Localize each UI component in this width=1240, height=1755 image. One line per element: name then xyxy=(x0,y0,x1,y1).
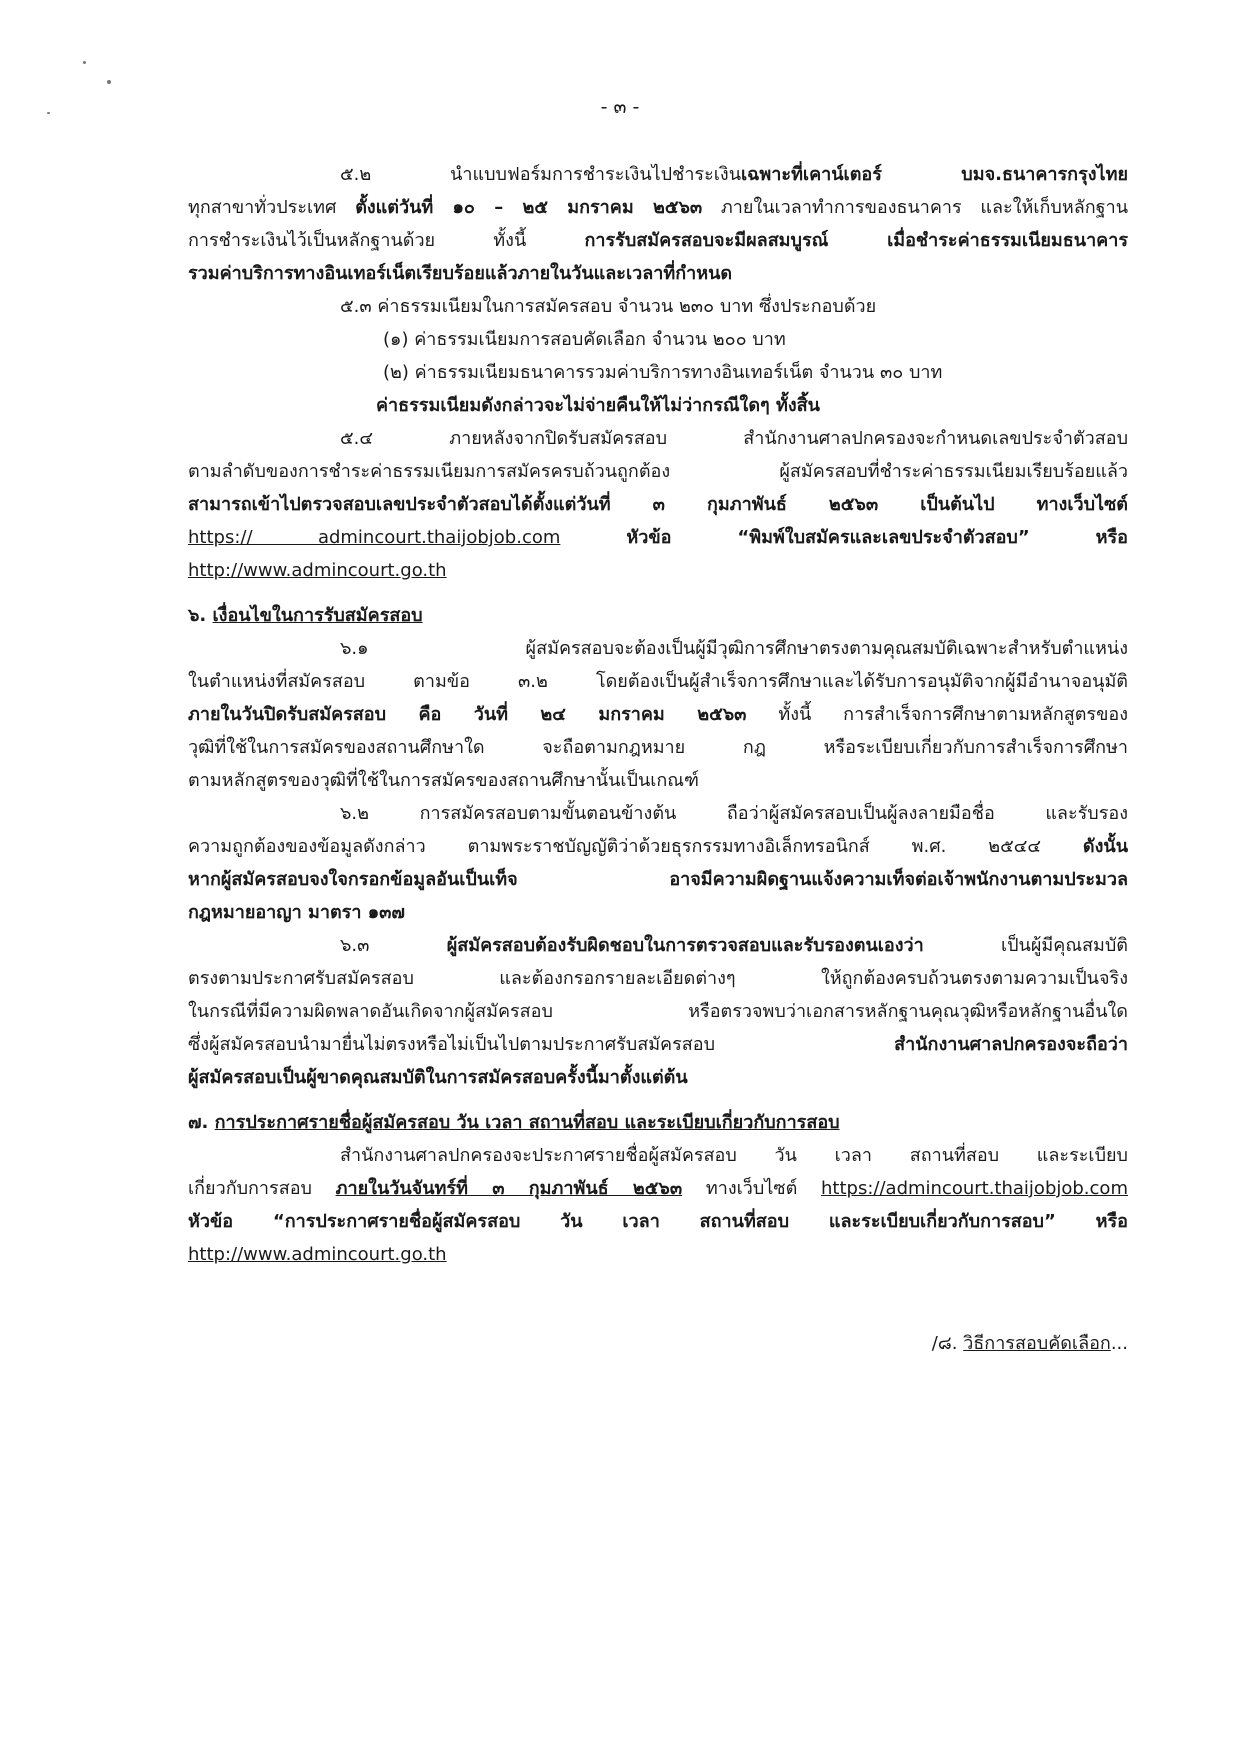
text: ทั้งนี้ การสำเร็จการศึกษาตามหลักสูตรของ xyxy=(746,704,1128,725)
text: เป็นผู้มีคุณสมบัติ xyxy=(923,935,1128,956)
s62-line-3: หากผู้สมัครสอบจงใจกรอกข้อมูลอันเป็นเท็จ อาจมีความผิดฐานแจ้งความเท็จต่อเจ้าพนักงานตามประมวล xyxy=(188,869,1128,890)
s63-line-4 xyxy=(188,1028,1128,1061)
s52-line-4: รวมค่าบริการทางอินเทอร์เน็ตเรียบร้อยแล้วภายในวันและเวลาที่กำหนด xyxy=(188,263,733,284)
text: ซึ่งผู้สมัครสอบนำมายื่นไม่ตรงหรือไม่เป็นไปตามประกาศรับสมัครสอบ xyxy=(188,1034,895,1055)
bold-text: การรับสมัครสอบจะมีผลสมบูรณ์ เมื่อชำระค่าธรรมเนียมธนาคาร xyxy=(584,230,1128,251)
text: เกี่ยวกับการสอบ xyxy=(188,1178,336,1199)
section-number: ๖. xyxy=(188,605,213,626)
s61-line-4: วุฒิที่ใช้ในการสมัครของสถานศึกษาใด จะถือตามกฎหมาย กฎ หรือระเบียบเกี่ยวกับการสำเร็จการศึกษา xyxy=(188,737,1128,758)
spacer xyxy=(188,587,1128,599)
s62-line-1: ๖.๒ การสมัครสอบตามขั้นตอนข้างต้น ถือว่าผู้สมัครสอบเป็นผู้ลงลายมือชื่อ และรับรอง xyxy=(340,803,1128,824)
s53-line-3: (๒) ค่าธรรมเนียมธนาคารรวมค่าบริการทางอินเทอร์เน็ต จำนวน ๓๐ บาท xyxy=(383,362,943,383)
text: ทุกสาขาทั่วประเทศ xyxy=(188,197,356,218)
s61-line-1: ๖.๑ ผู้สมัครสอบจะต้องเป็นผู้มีวุฒิการศึกษาตรงตามคุณสมบัติเฉพาะสำหรับตำแหน่ง xyxy=(340,638,1128,659)
section-7-heading xyxy=(188,1106,1128,1139)
bold-text: เฉพาะที่เคาน์เตอร์ บมจ.ธนาคารกรุงไทย xyxy=(741,164,1128,185)
document-body xyxy=(188,158,1128,1360)
text: ความถูกต้องของข้อมูลดังกล่าว ตามพระราชบัญญัติว่าด้วยธุรกรรมทางอิเล็กทรอนิกส์ พ.ศ. ๒๕๔๔ xyxy=(188,836,1083,857)
page-number: - ๓ - xyxy=(600,96,640,118)
scan-speck xyxy=(107,80,111,84)
scan-speck xyxy=(83,61,86,64)
s61-line-5: ตามหลักสูตรของวุฒิที่ใช้ในการสมัครของสถานศึกษานั้นเป็นเกณฑ์ xyxy=(188,770,699,791)
s53-line-1: ๕.๓ ค่าธรรมเนียมในการสมัครสอบ จำนวน ๒๓๐ บาท ซึ่งประกอบด้วย xyxy=(340,296,877,317)
text: ๖.๓ xyxy=(340,935,447,956)
s54-line-4 xyxy=(188,521,1128,554)
spacer xyxy=(188,1271,1128,1327)
s54-line-5 xyxy=(188,554,1128,587)
s62-line-4: กฎหมายอาญา มาตรา ๑๓๗ xyxy=(188,902,405,923)
bold-text: สำนักงานศาลปกครองจะถือว่า xyxy=(894,1034,1128,1055)
s54-line-1: ๕.๔ ภายหลังจากปิดรับสมัครสอบ สำนักงานศาลปกครองจะกำหนดเลขประจำตัวสอบ xyxy=(340,428,1128,449)
s52-line-3 xyxy=(188,224,1128,257)
thaijobjob-link[interactable]: https:// admincourt.thaijobjob.com xyxy=(188,527,561,548)
bold-text: ตั้งแต่วันที่ ๑๐ – ๒๕ มกราคม ๒๕๖๓ xyxy=(355,197,703,218)
s63-line-1 xyxy=(188,929,1128,962)
text: /๘. xyxy=(931,1333,964,1354)
bold-text: ดังนั้น xyxy=(1082,836,1128,857)
s54-line-3: สามารถเข้าไปตรวจสอบเลขประจำตัวสอบได้ตั้งแต่วันที่ ๓ กุมภาพันธ์ ๒๕๖๓ เป็นต้นไป ทางเว็บไซต์ xyxy=(188,494,1128,515)
thaijobjob-link[interactable]: https://admincourt.thaijobjob.com xyxy=(821,1178,1128,1199)
s62-line-2 xyxy=(188,830,1128,863)
admincourt-link[interactable]: http://www.admincourt.go.th xyxy=(188,1244,447,1265)
text: ๕.๒ นำแบบฟอร์มการชำระเงินไปชำระเงิน xyxy=(340,164,742,185)
bold-underlined-text: ภายในวันจันทร์ที่ ๓ กุมภาพันธ์ ๒๕๖๓ xyxy=(335,1178,683,1199)
admincourt-link[interactable]: http://www.admincourt.go.th xyxy=(188,560,447,581)
section-6-heading xyxy=(188,599,1128,632)
text: ... xyxy=(1110,1333,1128,1354)
s7-line-2 xyxy=(188,1172,1128,1205)
spacer xyxy=(188,1094,1128,1106)
bold-text: หัวข้อ “พิมพ์ใบสมัครและเลขประจำตัวสอบ” หรือ xyxy=(560,527,1128,548)
underlined-text: วิธีการสอบคัดเลือก xyxy=(963,1333,1111,1354)
text: ทางเว็บไซต์ xyxy=(682,1178,822,1199)
bold-text: ภายในวันปิดรับสมัครสอบ คือ วันที่ ๒๔ มกราคม ๒๕๖๓ xyxy=(188,704,747,725)
section-title: เงื่อนไขในการรับสมัครสอบ xyxy=(212,605,423,626)
s53-line-2: (๑) ค่าธรรมเนียมการสอบคัดเลือก จำนวน ๒๐๐ บาท xyxy=(383,329,786,350)
s63-line-5: ผู้สมัครสอบเป็นผู้ขาดคุณสมบัติในการสมัครสอบครั้งนี้มาตั้งแต่ต้น xyxy=(188,1067,688,1088)
s54-line-2: ตามลำดับของการชำระค่าธรรมเนียมการสมัครครบถ้วนถูกต้อง ผู้สมัครสอบที่ชำระค่าธรรมเนียมเรียบร้อยแล้ว xyxy=(188,461,1128,482)
s53-line-4: ค่าธรรมเนียมดังกล่าวจะไม่จ่ายคืนให้ไม่ว่ากรณีใดๆ ทั้งสิ้น xyxy=(376,395,820,416)
bold-text: ผู้สมัครสอบต้องรับผิดชอบในการตรวจสอบและรับรองตนเองว่า xyxy=(446,935,924,956)
s61-line-2: ในตำแหน่งที่สมัครสอบ ตามข้อ ๓.๒ โดยต้องเป็นผู้สำเร็จการศึกษาและได้รับการอนุมัติจากผู้มีอำนาจอนุมัติ xyxy=(188,671,1128,692)
continuation-footer xyxy=(188,1327,1128,1360)
section-number: ๗. xyxy=(188,1112,215,1133)
s63-line-2: ตรงตามประกาศรับสมัครสอบ และต้องกรอกรายละเอียดต่างๆ ให้ถูกต้องครบถ้วนตรงตามความเป็นจริง xyxy=(188,968,1128,989)
s7-line-1: สำนักงานศาลปกครองจะประกาศรายชื่อผู้สมัครสอบ วัน เวลา สถานที่สอบ และระเบียบ xyxy=(340,1145,1128,1166)
s52-line-2 xyxy=(188,191,1128,224)
s63-line-3: ในกรณีที่มีความผิดพลาดอันเกิดจากผู้สมัครสอบ หรือตรวจพบว่าเอกสารหลักฐานคุณวุฒิหรือหลักฐานอื่นใด xyxy=(188,1001,1128,1022)
s7-line-4 xyxy=(188,1238,1128,1271)
text: การชำระเงินไว้เป็นหลักฐานด้วย ทั้งนี้ xyxy=(188,230,585,251)
text: ภายในเวลาทำการของธนาคาร และให้เก็บหลักฐาน xyxy=(702,197,1128,218)
section-title: การประกาศรายชื่อผู้สมัครสอบ วัน เวลา สถานที่สอบ และระเบียบเกี่ยวกับการสอบ xyxy=(214,1112,840,1133)
s7-line-3: หัวข้อ “การประกาศรายชื่อผู้สมัครสอบ วัน เวลา สถานที่สอบ และระเบียบเกี่ยวกับการสอบ” หรือ xyxy=(188,1211,1128,1232)
s52-line-1 xyxy=(188,158,1128,191)
s61-line-3 xyxy=(188,698,1128,731)
